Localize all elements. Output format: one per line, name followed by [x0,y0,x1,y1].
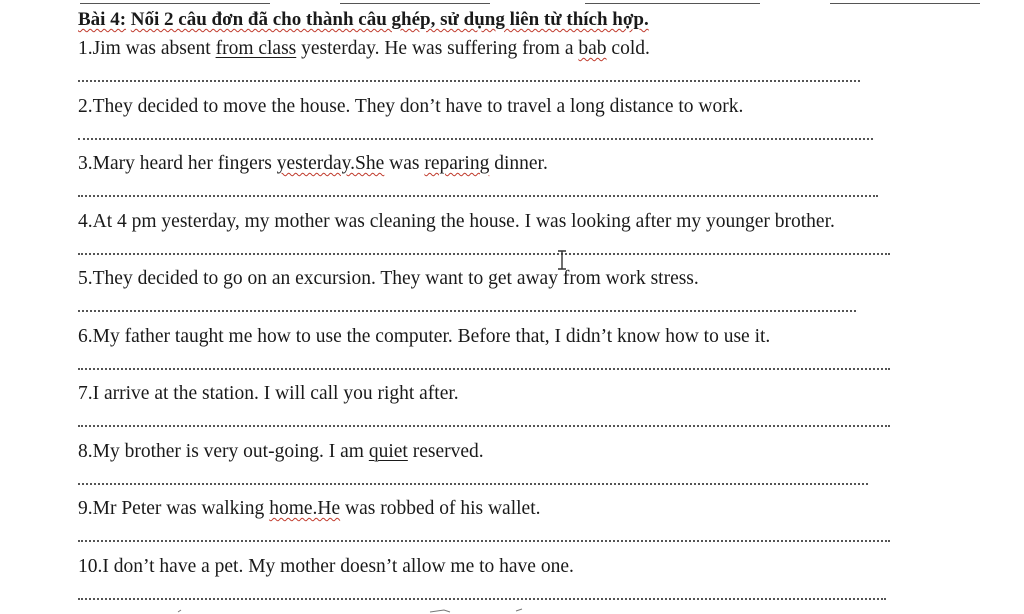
exercise-item-9 [78,492,998,550]
answer-line[interactable] [78,368,890,370]
exercise-item-7 [78,377,998,435]
exercise-heading: Bài 4: Nối 2 câu đơn đã cho thành câu ghép, sử dụng liên từ thích hợp. [78,9,649,30]
exercise-item-4 [78,205,998,263]
exercise-item-1 [78,32,998,90]
sentence-text: 6.My father taught me how to use the computer. Before that, I didn’t know how to use it. [78,325,771,347]
answer-line[interactable] [78,425,890,427]
top-rule [340,3,490,4]
answer-line[interactable] [78,80,860,82]
sentence-text: 9.Mr Peter was walking home.He was robbed of his wallet. [78,498,541,519]
top-rule [585,3,760,4]
exercise-item-2 [78,90,998,148]
text-cursor-icon [557,250,567,270]
answer-line[interactable] [78,310,856,312]
exercise-item-3 [78,147,998,205]
answer-line[interactable] [78,195,878,197]
answer-line[interactable] [78,253,890,255]
answer-line[interactable] [78,138,873,140]
bottom-cutoff-marks [0,606,1024,614]
top-rule [80,3,270,4]
exercise-item-8 [78,435,998,493]
answer-line[interactable] [78,483,868,485]
worksheet [78,8,998,607]
exercise-item-10 [78,550,998,608]
sentence-text: 1.Jim was absent from class yesterday. He was suffering from a bab cold. [78,38,650,59]
top-rule [830,3,980,4]
exercise-item-6 [78,320,998,378]
sentence-text: 5.They decided to go on an excursion. They want to get away from work stress. [78,268,699,289]
sentence-text: 10.I don’t have a pet. My mother doesn’t allow me to have one. [78,555,574,577]
exercise-item-5 [78,262,998,320]
sentence-text: 2.They decided to move the house. They don’t have to travel a long distance to work. [78,95,744,117]
sentence-text: 4.At 4 pm yesterday, my mother was cleaning the house. I was looking after my younger brother. [78,210,835,232]
sentence-text: 3.Mary heard her fingers yesterday.She was reparing dinner. [78,153,548,174]
top-page-rules [0,0,1024,6]
answer-line[interactable] [78,540,890,542]
sentence-text: 8.My brother is very out-going. I am quiet reserved. [78,440,484,462]
sentence-text: 7.I arrive at the station. I will call you right after. [78,383,459,404]
answer-line[interactable] [78,598,886,600]
